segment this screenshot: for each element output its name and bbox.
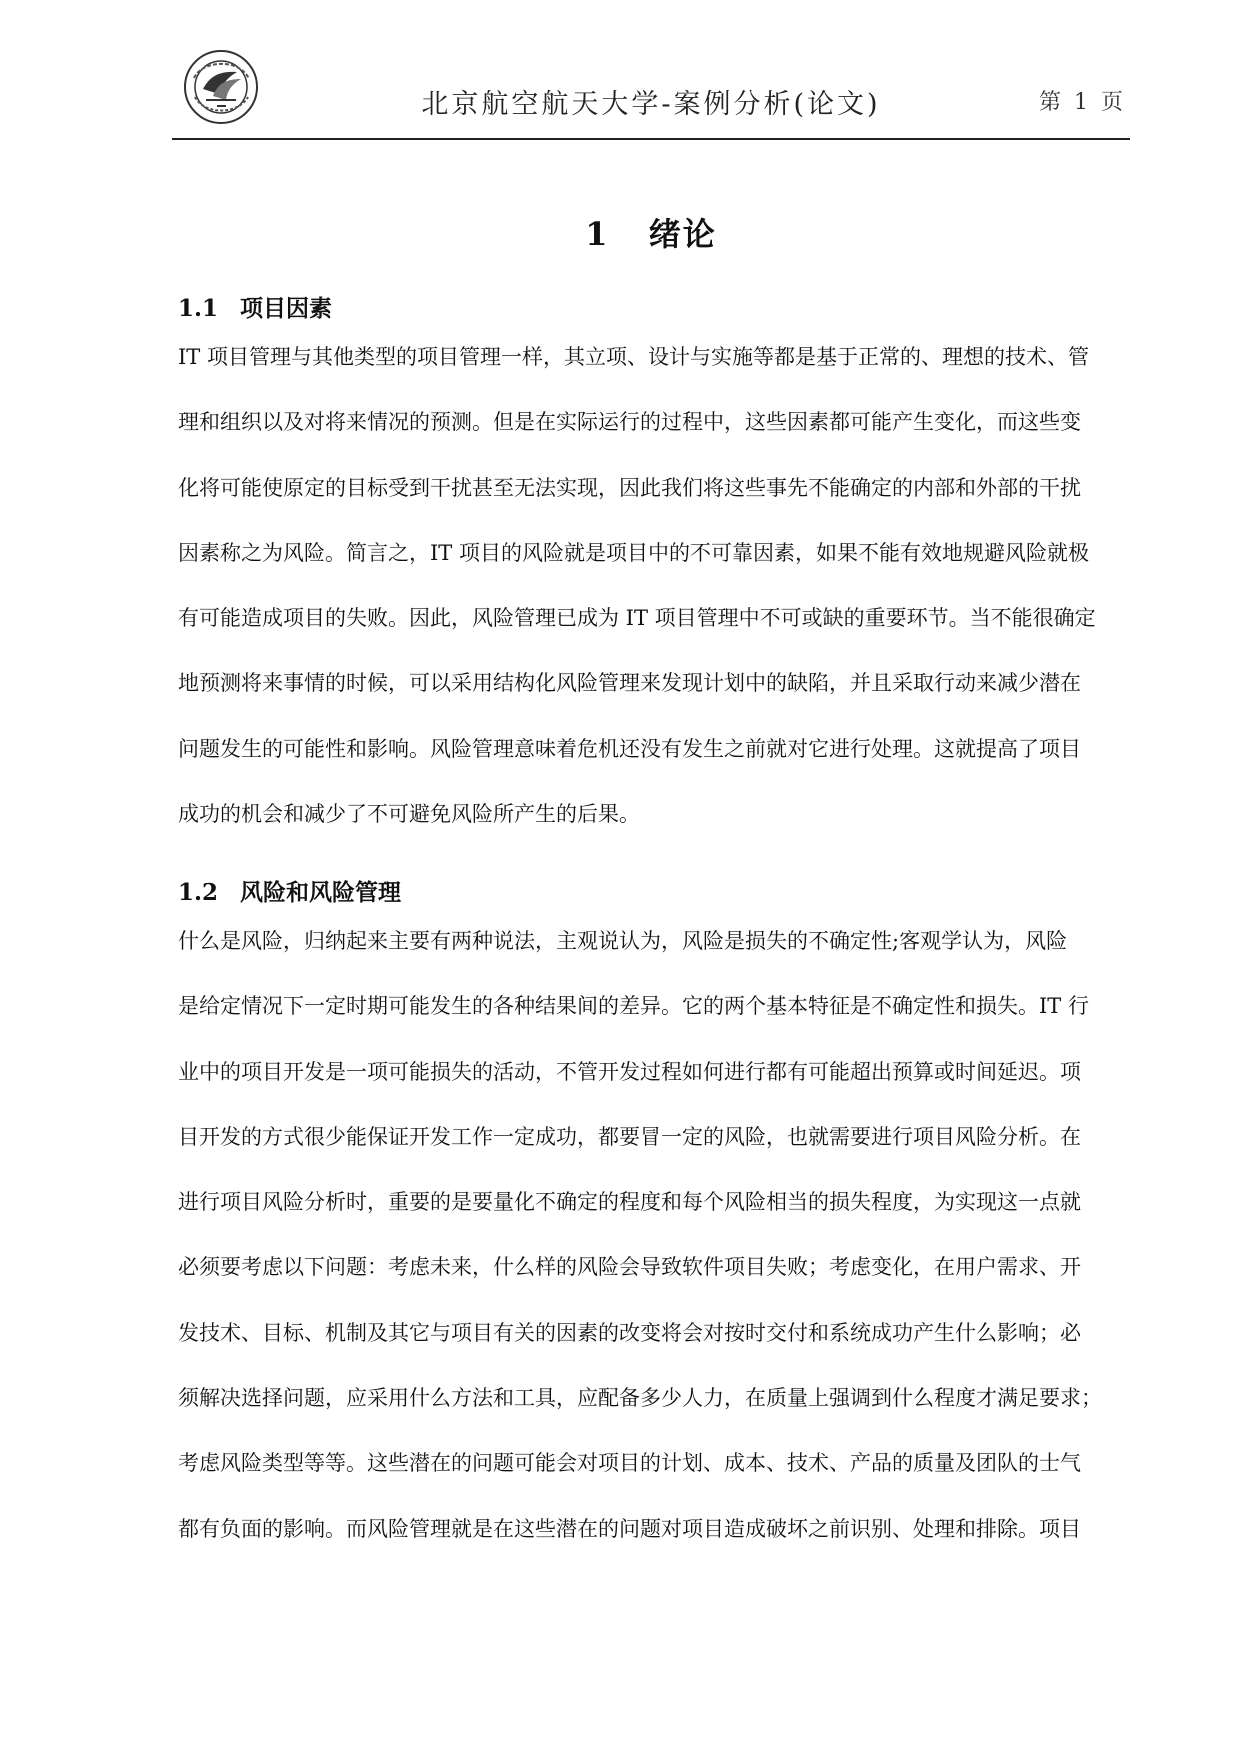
chapter-title — [172, 209, 1130, 255]
paragraph-line: 因素称之为风险。简言之，IT 项目的风险就是项目中的不可靠因素，如果不能有效地规避风险就极 — [178, 540, 1089, 565]
paragraph-line: 是给定情况下一定时期可能发生的各种结果间的差异。它的两个基本特征是不确定性和损失。IT 行 — [178, 994, 1089, 1019]
paragraph-line: 都有负面的影响。而风险管理就是在这些潜在的问题对项目造成破坏之前识别、处理和排除。项目 — [178, 1516, 1081, 1541]
header-title: 北京航空航天大学-案例分析(论文) — [421, 89, 881, 120]
paragraph-line: 须解决选择问题，应采用什么方法和工具，应配备多少人力，在质量上强调到什么程度才满足要求； — [178, 1386, 1102, 1411]
chapter-title-text: 绪论 — [648, 215, 717, 254]
section-number: 1.2 — [178, 879, 219, 907]
paragraph-line: 业中的项目开发是一项可能损失的活动，不管开发过程如何进行都有可能超出预算或时间延迟。项 — [178, 1059, 1081, 1084]
section-heading-risk-management — [178, 873, 401, 913]
page-header — [172, 36, 1130, 140]
risk-management-paragraph — [178, 909, 1130, 1562]
chapter-number: 1 — [585, 215, 610, 254]
section-title-text: 项目因素 — [240, 295, 333, 323]
paragraph-line: 必须要考虑以下问题：考虑未来，什么样的风险会导致软件项目失败；考虑变化，在用户需求、开 — [178, 1255, 1081, 1280]
paragraph-line: 地预测将来事情的时候，可以采用结构化风险管理来发现计划中的缺陷，并且采取行动来减少潜在 — [178, 671, 1081, 696]
section-title-text: 风险和风险管理 — [240, 879, 402, 907]
paragraph-line: 什么是风险，归纳起来主要有两种说法，主观说认为，风险是损失的不确定性;客观学认为，风险 — [178, 929, 1068, 953]
page-number: 第 1 页 — [1039, 90, 1126, 115]
paragraph-line: IT 项目管理与其他类型的项目管理一样，其立项、设计与实施等都是基于正常的、理想的技术、管 — [178, 345, 1089, 369]
section-heading-project-factors — [178, 289, 332, 329]
paragraph-line: 理和组织以及对将来情况的预测。但是在实际运行的过程中，这些因素都可能产生变化，而这些变 — [178, 410, 1081, 435]
paragraph-line: 发技术、目标、机制及其它与项目有关的因素的改变将会对按时交付和系统成功产生什么影响；必 — [178, 1320, 1081, 1345]
paragraph-line: 问题发生的可能性和影响。风险管理意味着危机还没有发生之前就对它进行处理。这就提高了项目 — [178, 736, 1081, 761]
paragraph-line: 有可能造成项目的失败。因此，风险管理已成为 IT 项目管理中不可或缺的重要环节。当不能很确定 — [178, 606, 1096, 631]
paragraph-line: 成功的机会和减少了不可避免风险所产生的后果。 — [178, 802, 640, 827]
paragraph-line: 考虑风险类型等等。这些潜在的问题可能会对项目的计划、成本、技术、产品的质量及团队的士气 — [178, 1451, 1081, 1476]
paragraph-line: 目开发的方式很少能保证开发工作一定成功，都要冒一定的风险，也就需要进行项目风险分析。在 — [178, 1124, 1081, 1149]
paragraph-line: 化将可能使原定的目标受到干扰甚至无法实现，因此我们将这些事先不能确定的内部和外部的干扰 — [178, 475, 1081, 500]
project-factors-paragraph — [178, 325, 1130, 847]
paragraph-line: 进行项目风险分析时，重要的是要量化不确定的程度和每个风险相当的损失程度，为实现这一点就 — [178, 1190, 1081, 1215]
section-number: 1.1 — [178, 295, 219, 323]
